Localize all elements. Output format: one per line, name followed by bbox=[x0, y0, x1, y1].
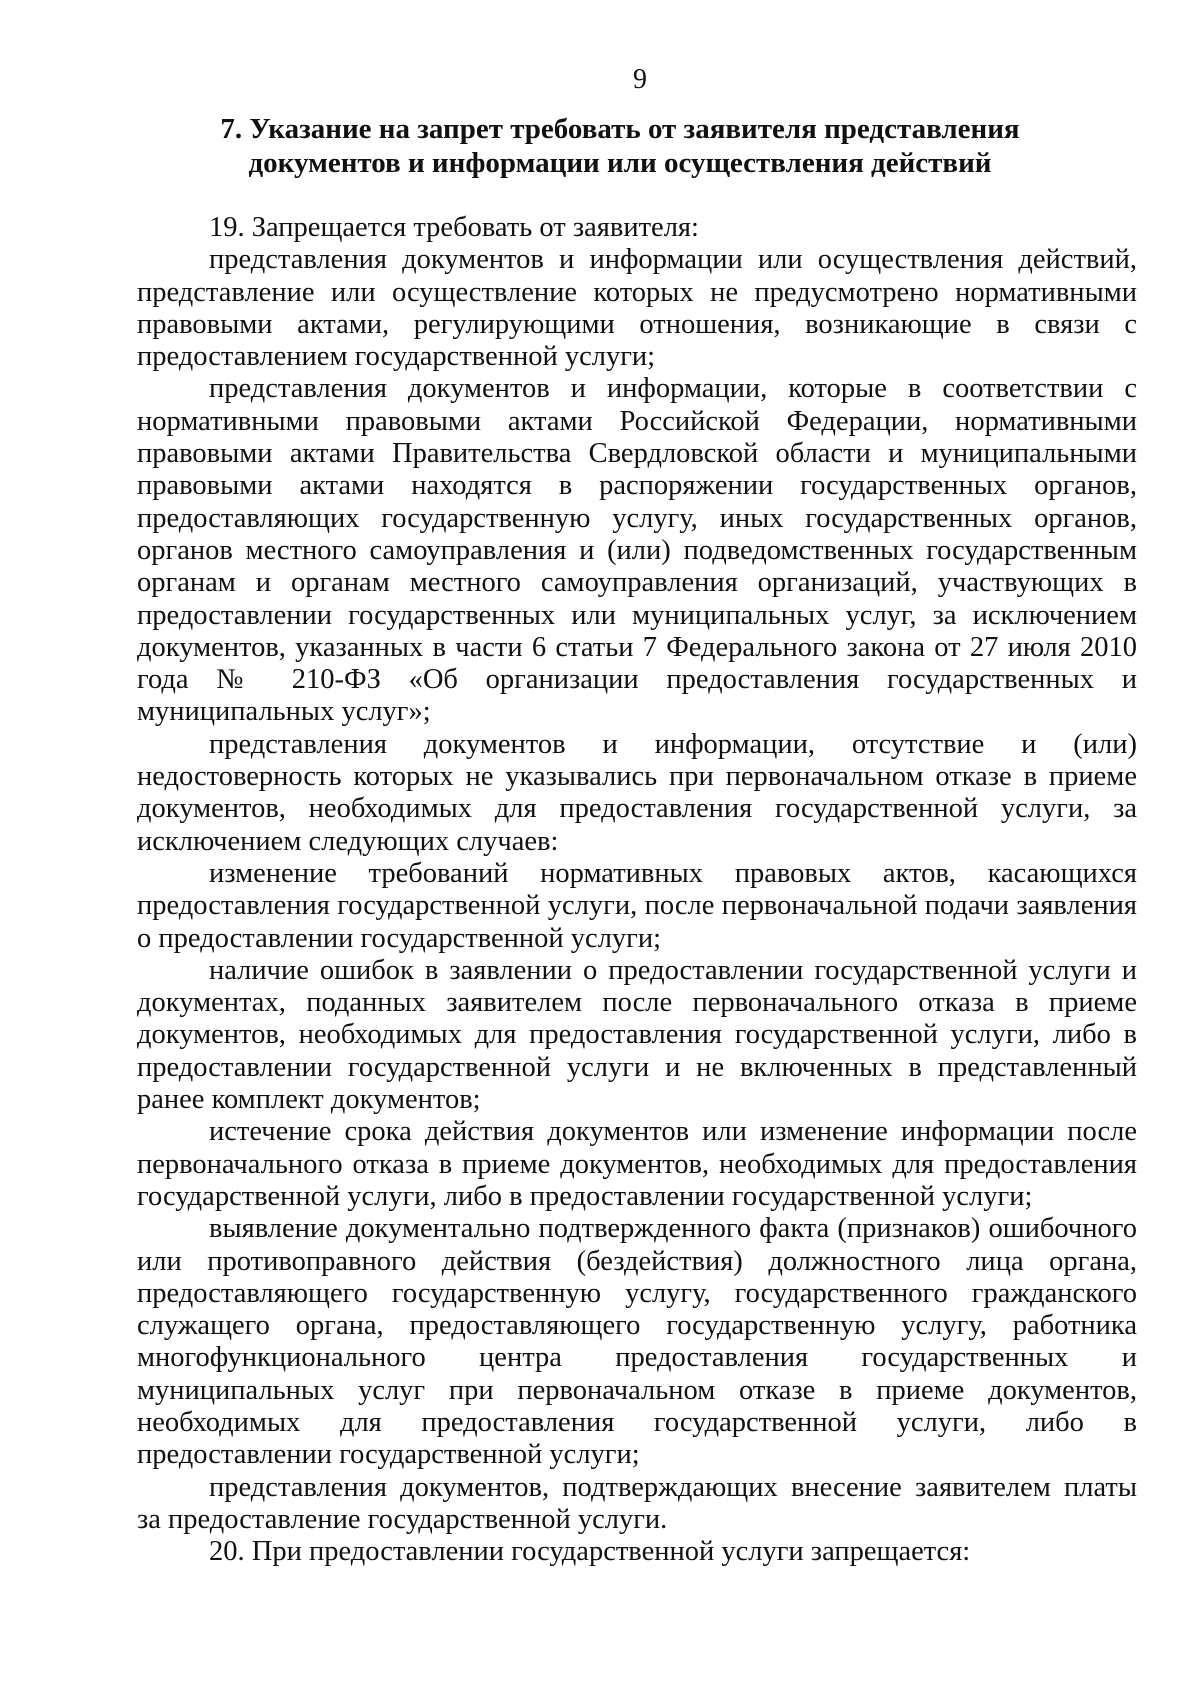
section-heading bbox=[200, 112, 1040, 180]
paragraph: истечение срока действия документов или изменение информации после первоначального отказа в приеме документов, необходимых для предоставления государственной услуги, либо в предоставлении государственной услуги; bbox=[137, 1116, 1137, 1212]
page-number: 9 bbox=[633, 64, 647, 95]
document-body bbox=[137, 212, 1137, 1568]
paragraph: наличие ошибок в заявлении о предоставлении государственной услуги и документах, поданных заявителем после первоначального отказа в приеме документов, необходимых для предоставления государственной услуги, либо в предоставлении государственной услуги и не включенных в представленный ранее комплект документов; bbox=[137, 954, 1137, 1116]
paragraph: представления документов и информации, отсутствие и (или) недостоверность которых не указывались при первоначальном отказе в приеме документов, необходимых для предоставления государственной услуги, за исключением следующих случаев: bbox=[137, 728, 1137, 857]
paragraph: изменение требований нормативных правовых актов, касающихся предоставления государственной услуги, после первоначальной подачи заявления о предоставлении государственной услуги; bbox=[137, 857, 1137, 954]
section-heading-line-1: 7. Указание на запрет требовать от заявителя представления bbox=[220, 113, 1020, 145]
paragraph: представления документов и информации, которые в соответствии с нормативными правовыми актами Российской Федерации, нормативными правовыми актами Правительства Свердловской области и муниципальными правовыми актами находятся в распоряжении государственных органов, предоставляющих государственную услугу, иных государственных органов, органов местного самоуправления и (или) подведомственных государственным органам и органам местного самоуправления организаций, участвующих в предоставлении государственных или муниципальных услуг, за исключением документов, указанных в части 6 статьи 7 Федерального закона от 27 июля 2010 года № 210-ФЗ «Об организации предоставления государственных и муниципальных услуг»; bbox=[137, 373, 1137, 728]
paragraph: представления документов, подтверждающих внесение заявителем платы за предоставление государственной услуги. bbox=[137, 1471, 1137, 1535]
paragraph-19: 19. Запрещается требовать от заявителя: bbox=[209, 212, 699, 243]
section-heading-line-2: документов и информации или осуществления действий bbox=[248, 147, 992, 179]
paragraph-20: 20. При предоставлении государственной услуги запрещается: bbox=[209, 1536, 971, 1568]
paragraph: представления документов и информации или осуществления действий, представление или осуществление которых не предусмотрено нормативными правовыми актами, регулирующими отношения, возникающие в связи с предоставлением государственной услуги; bbox=[137, 244, 1137, 373]
paragraph: выявление документально подтвержденного факта (признаков) ошибочного или противоправного действия (бездействия) должностного лица органа, предоставляющего государственную услугу, государственного гражданского служащего органа, предоставляющего государственную услугу, работника многофункционального центра предоставления государственных и муниципальных услуг при первоначальном отказе в приеме документов, необходимых для предоставления государственной услуги, либо в предоставлении государственной услуги; bbox=[137, 1213, 1137, 1471]
